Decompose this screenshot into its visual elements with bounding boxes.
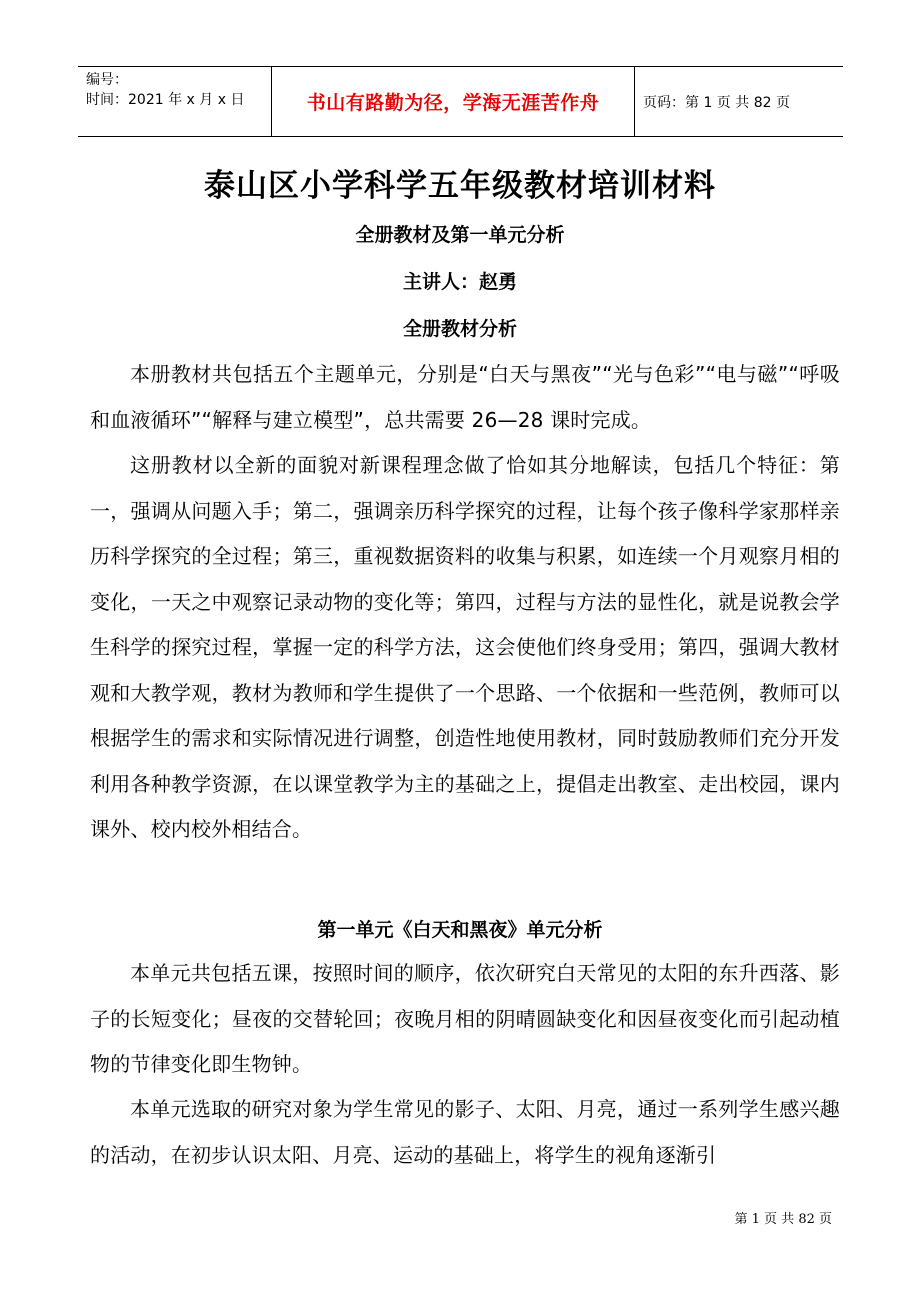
header-page-info: 页码：第 1 页 共 82 页: [643, 94, 790, 111]
paragraph-2: 这册教材以全新的面貌对新课程理念做了恰如其分地解读，包括几个特征：第一，强调从问题入手；第二，强调亲历科学探究的过程，让每个孩子像科学家那样亲历科学探究的全过程；第三，重视数据资料的收集与积累，如连续一个月观察月相的变化，一天之中观察记录动物的变化等；第四，过程与方法的显性化，就是说教会学生科学的探究过程，掌握一定的科学方法，这会使他们终身受用；第四，强调大教材观和大教学观，教材为教师和学生提供了一个思路、一个依据和一些范例，教师可以根据学生的需求和实际情况进行调整，创造性地使用教材，同时鼓励教师们充分开发利用各种教学资源，在以课堂教学为主的基础之上，提倡走出教室、走出校园，课内课外、校内校外相结合。: [90, 453, 840, 841]
page-header: [78, 66, 843, 137]
header-meta: [78, 67, 272, 136]
paragraph-3: 本单元共包括五课，按照时间的顺序，依次研究白天常见的太阳的东升西落、影子的长短变化；昼夜的交替轮回；夜晚月相的阴晴圆缺变化和因昼夜变化而引起动植物的节律变化即生物钟。: [90, 961, 840, 1076]
speaker-line: 主讲人：赵勇: [402, 271, 517, 293]
header-motto: 书山有路勤为径，学海无涯苦作舟: [272, 67, 635, 136]
document-subtitle: 全册教材及第一单元分析: [355, 224, 565, 246]
section-heading-whole-book: 全册教材分析: [402, 318, 517, 340]
page-footer: 第 1 页 共 82 页: [734, 1212, 832, 1227]
paragraph-4: 本单元选取的研究对象为学生常见的影子、太阳、月亮，通过一系列学生感兴趣的活动，在初步认识太阳、月亮、运动的基础上，将学生的视角逐渐引: [90, 1097, 840, 1167]
section-heading-unit-1: 第一单元《白天和黑夜》单元分析: [317, 919, 603, 941]
paragraph-1: 本册教材共包括五个主题单元，分别是“白天与黑夜”“光与色彩”“电与磁”“呼吸和血液循环”“解释与建立模型”，总共需要 26—28 课时完成。: [90, 362, 840, 432]
time-label: 时间：2021 年 x 月 x 日: [86, 92, 245, 108]
document-title: 泰山区小学科学五年级教材培训材料: [204, 168, 716, 204]
number-label: 编号：: [86, 72, 128, 88]
